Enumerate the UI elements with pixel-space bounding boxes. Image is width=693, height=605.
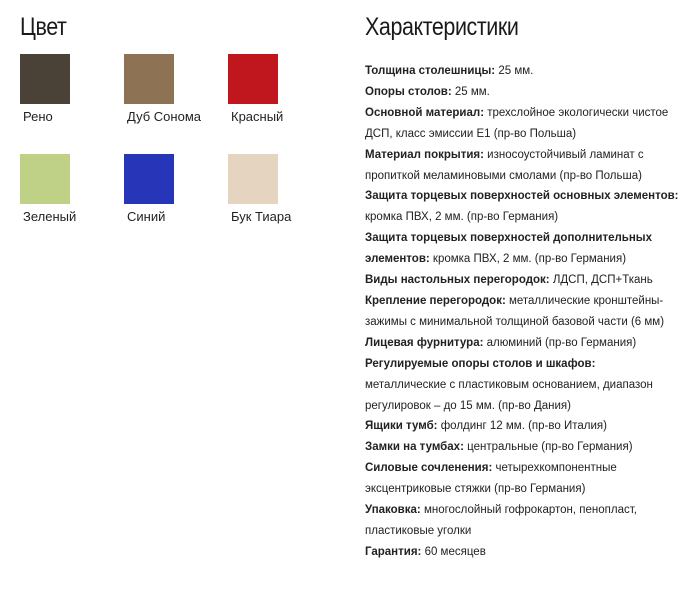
spec-value: металлические с пластиковым основанием, диапазон регулировок – до 15 мм. (пр-во Дания) [365,378,653,412]
spec-value: износоустойчивый ламинат с пропиткой меламиновыми смолами (пр-во Польша) [365,148,644,182]
spec-value: 25 мм. [495,65,534,77]
spec-row-edge-main [365,186,687,228]
specs-section-title: Характеристики [365,13,519,41]
spec-value: 60 месяцев [421,545,486,558]
spec-value: четырехкомпонентные эксцентриковые стяжки (пр-во Германия) [365,462,617,496]
spec-label: Лицевая фурнитура: [365,336,484,349]
swatch-buk-tiara[interactable] [228,154,278,204]
spec-row-adjustable-supports [365,354,687,417]
spec-row-front-hardware [365,333,687,354]
spec-value: трехслойное экологически чистое ДСП, класс эмиссии Е1 (пр-во Польша) [365,106,669,140]
spec-row-packaging [365,500,687,542]
spec-label: Защита торцевых поверхностей дополнительных элементов: [365,232,653,266]
spec-label: Опоры столов: [365,85,452,98]
spec-label: Упаковка: [365,504,421,517]
specs-list [365,61,687,563]
swatch-label-blue: Синий [127,209,166,224]
spec-value: кромка ПВХ, 2 мм. (пр-во Германия) [429,253,627,266]
spec-row-joints [365,458,687,500]
spec-value: ЛДСП, ДСП+Ткань [549,274,653,287]
spec-label: Гарантия: [365,545,422,558]
spec-row-warranty [365,542,687,563]
spec-label: Силовые сочленения: [365,462,493,475]
spec-value: 25 мм. [451,85,490,98]
spec-value: кромка ПВХ, 2 мм. (пр-во Германия) [365,211,559,224]
spec-value: многослойный гофрокартон, пенопласт, пластиковые уголки [365,504,637,537]
spec-label: Регулируемые опоры столов и шкафов: [365,357,596,370]
color-section-title: Цвет [20,13,67,41]
spec-value: металлические кронштейны-зажимы с минимальной толщиной базовой части (6 мм) [365,294,665,328]
spec-value: фолдинг 12 мм. (пр-во Италия) [437,420,607,433]
swatch-reno[interactable] [20,54,70,104]
spec-row-coating-material [365,145,687,187]
spec-label: Материал покрытия: [365,148,484,161]
swatch-label-buk-tiara: Бук Тиара [231,209,292,224]
spec-label: Виды настольных перегородок: [365,274,550,287]
spec-label: Замки на тумбах: [365,441,464,454]
spec-label: Толщина столешницы: [365,65,496,77]
swatch-red[interactable] [228,54,278,104]
swatch-label-red: Красный [231,109,284,124]
swatch-label-reno: Рено [23,109,53,124]
swatch-label-dub-sonoma: Дуб Сонома [127,109,201,124]
spec-row-partition-mount [365,291,687,333]
swatch-blue[interactable] [124,154,174,204]
spec-label: Ящики тумб: [365,420,438,433]
spec-value: алюминий (пр-во Германия) [483,336,637,349]
spec-row-drawers [365,416,687,437]
spec-row-edge-additional [365,228,687,270]
swatch-dub-sonoma[interactable] [124,54,174,104]
spec-label: Крепление перегородок: [365,294,506,307]
swatch-green[interactable] [20,154,70,204]
spec-label: Защита торцевых поверхностей основных элементов: [365,190,679,203]
spec-row-locks [365,437,687,458]
spec-label: Основной материал: [365,106,485,119]
spec-row-tabletop-thickness [365,61,687,82]
spec-row-table-supports [365,82,687,103]
spec-row-partition-types [365,270,687,291]
spec-value: центральные (пр-во Германия) [463,441,633,454]
spec-row-main-material [365,103,687,145]
swatch-label-green: Зеленый [23,209,77,224]
